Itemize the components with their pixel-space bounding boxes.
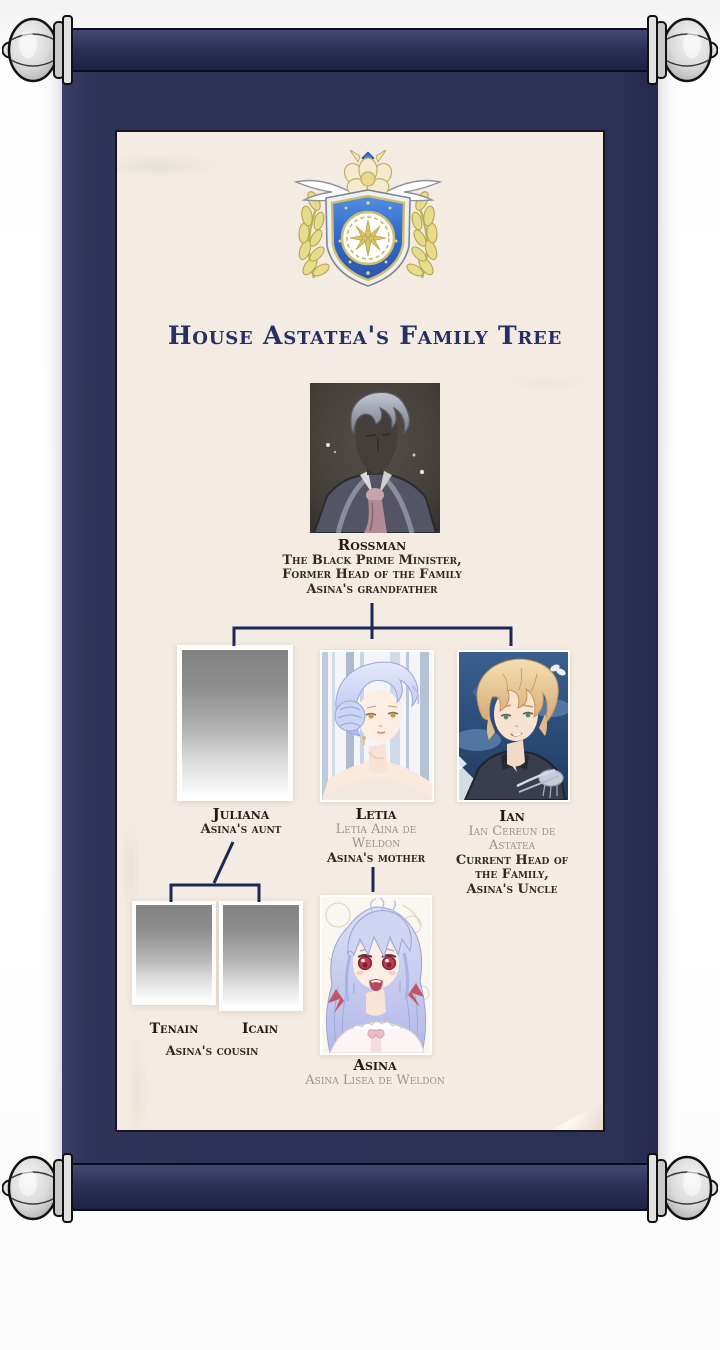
parchment-corner-curl <box>551 1102 603 1130</box>
letia-label <box>316 806 436 866</box>
person-relation: Current Head of the Family, Asina's Uncle <box>455 852 569 897</box>
person-name: Tenain <box>149 1021 199 1037</box>
blond-man-portrait-icon <box>459 652 568 800</box>
ian-label <box>454 808 570 898</box>
person-relation: Asina's grandfather <box>306 581 438 597</box>
metal-scroll-finial-icon <box>646 1150 718 1226</box>
rossman-label <box>222 537 522 597</box>
rossman-portrait <box>310 383 440 533</box>
asina-label <box>305 1057 445 1088</box>
blue-haired-woman-portrait-icon <box>322 652 432 800</box>
person-full-name: Ian Cereun de Astatea <box>468 823 556 854</box>
cousins-relation-label <box>132 1045 292 1060</box>
shadowed-grandfather-portrait-icon <box>310 383 440 533</box>
metal-scroll-finial-icon <box>2 12 74 88</box>
person-relation: Asina's mother <box>326 850 426 866</box>
scroll-roller-bottom <box>56 1163 664 1211</box>
tenain-label <box>124 1022 224 1038</box>
person-relation: Asina's aunt <box>200 821 282 837</box>
ian-portrait <box>457 650 570 802</box>
person-name: Asina <box>353 1056 397 1074</box>
metal-scroll-finial-icon <box>2 1150 74 1226</box>
person-title-line: Former Head of the Family <box>282 567 462 583</box>
person-name: Juliana <box>212 805 270 823</box>
juliana-label <box>161 806 321 837</box>
person-relation: Asina's cousin <box>165 1044 259 1059</box>
letia-portrait <box>320 650 434 802</box>
winged-shield-laurel-crest-icon <box>288 146 448 296</box>
icain-portrait-placeholder <box>219 901 303 1011</box>
asina-portrait <box>320 895 432 1055</box>
person-name: Ian <box>499 807 525 825</box>
person-name: Letia <box>355 805 397 823</box>
person-title-line: The Black Prime Minister, <box>282 552 462 568</box>
metal-scroll-finial-icon <box>646 12 718 88</box>
person-name: Rossman <box>337 536 407 554</box>
scroll-roller-top <box>56 28 664 72</box>
tenain-portrait-placeholder <box>132 901 216 1005</box>
icain-label <box>210 1022 310 1038</box>
person-name: Icain <box>241 1021 279 1037</box>
juliana-portrait-placeholder <box>177 645 293 801</box>
person-full-name: Asina Lisea de Weldon <box>305 1072 445 1088</box>
page-title: House Astatea's Family Tree <box>167 321 563 350</box>
blue-haired-girl-portrait-icon <box>322 897 430 1053</box>
person-full-name: Letia Aina de Weldon <box>335 821 417 852</box>
